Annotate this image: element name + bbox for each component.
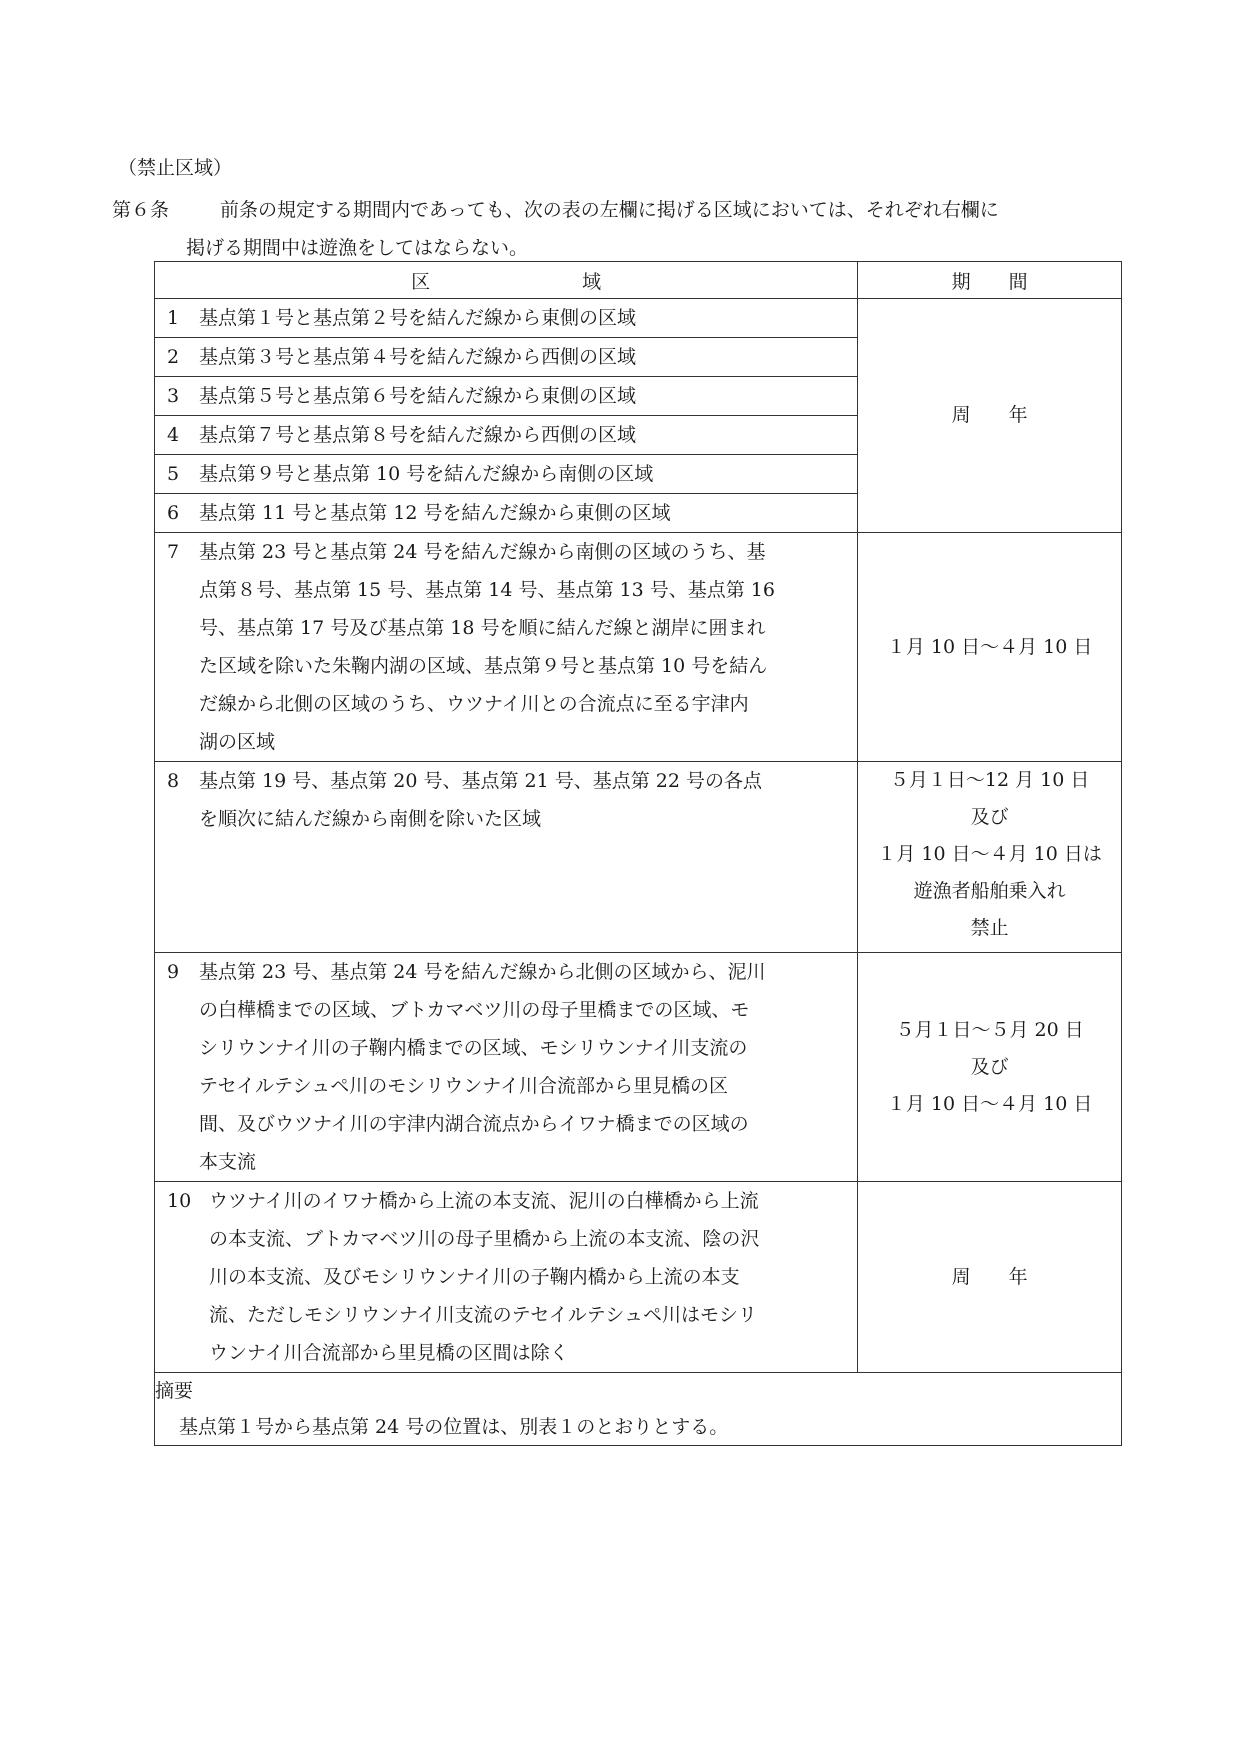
- table-row: [155, 299, 1122, 338]
- row-text-line: の本支流、ブトカマベツ川の母子里橋から上流の本支流、陰の沢: [209, 1228, 760, 1250]
- summary-body: 基点第１号から基点第 24 号の位置は、別表１のとおりとする。: [179, 1416, 729, 1438]
- row-text-line: 基点第 23 号と基点第 24 号を結んだ線から南側の区域のうち、基: [199, 541, 766, 563]
- period-line: ５月１日～12 月 10 日: [889, 769, 1090, 791]
- row-number: 9: [167, 961, 180, 983]
- row-number: 2: [167, 346, 180, 368]
- row-number: 1: [167, 307, 180, 329]
- row-text-line: 間、及びウツナイ川の宇津内湖合流点からイワナ橋までの区域の: [199, 1113, 749, 1135]
- period-row-10: 周 年: [858, 1182, 1122, 1373]
- row-text-line: 湖の区域: [199, 731, 276, 753]
- row-text-line: た区域を除いた朱鞠内湖の区域、基点第９号と基点第 10 号を結ん: [199, 655, 768, 677]
- period-row-9: [858, 953, 1122, 1182]
- row-text-line: だ線から北側の区域のうち、ウツナイ川との合流点に至る宇津内: [199, 693, 749, 715]
- row-number: 5: [167, 463, 180, 485]
- row-number: 4: [167, 424, 180, 446]
- article-text-line-1: 前条の規定する期間内であっても、次の表の左欄に掲げる区域においては、それぞれ右欄に: [220, 199, 999, 221]
- period-line: 及び: [970, 806, 1009, 828]
- period-line: １月 10 日～４月 10 日: [886, 1092, 1093, 1115]
- row-text-line: ウツナイ川のイワナ橋から上流の本支流、泥川の白樺橋から上流: [209, 1190, 759, 1212]
- table-row: [155, 533, 1122, 762]
- article-text-line-2: 掲げる期間中は遊漁をしてはならない。: [186, 237, 529, 259]
- period-row-7: １月 10 日～４月 10 日: [858, 533, 1122, 762]
- row-number: 7: [167, 541, 180, 563]
- table-row: [155, 1182, 1122, 1373]
- row-text: 基点第３号と基点第４号を結んだ線から西側の区域: [199, 346, 637, 368]
- period-row-8: [858, 762, 1122, 953]
- period-line: 及び: [970, 1055, 1009, 1078]
- row-text-line: 本支流: [199, 1151, 257, 1173]
- table-row: [155, 953, 1122, 1182]
- row-text-line: 川の本支流、及びモシリウンナイ川の子鞠内橋から上流の本支: [209, 1266, 740, 1288]
- row-text-line: 号、基点第 17 号及び基点第 18 号を順に結んだ線と湖岸に囲まれ: [199, 617, 766, 639]
- row-text-line: 基点第 23 号、基点第 24 号を結んだ線から北側の区域から、泥川: [199, 961, 766, 983]
- row-text: 基点第９号と基点第 10 号を結んだ線から南側の区域: [199, 463, 654, 485]
- article-number: 第６条: [112, 199, 170, 221]
- summary-title: 摘要: [155, 1380, 194, 1402]
- prohibited-areas-table: [154, 261, 1122, 1446]
- row-text: 基点第７号と基点第８号を結んだ線から西側の区域: [199, 424, 637, 446]
- row-text: 基点第１号と基点第２号を結んだ線から東側の区域: [199, 307, 637, 329]
- period-line: ５月１日～５月 20 日: [895, 1018, 1084, 1041]
- row-text: 基点第 11 号と基点第 12 号を結んだ線から東側の区域: [199, 502, 671, 524]
- row-text: 基点第５号と基点第６号を結んだ線から東側の区域: [199, 385, 637, 407]
- row-text-line: シリウンナイ川の子鞠内橋までの区域、モシリウンナイ川支流の: [199, 1037, 748, 1059]
- row-text-line: 点第８号、基点第 15 号、基点第 14 号、基点第 13 号、基点第 16: [199, 579, 775, 601]
- period-year-round: 周 年: [858, 299, 1122, 533]
- row-text-line: ウンナイ川合流部から里見橋の区間は除く: [209, 1342, 569, 1364]
- row-text-line: を順次に結んだ線から南側を除いた区域: [199, 808, 542, 830]
- table-header-row: [155, 262, 1122, 299]
- row-text-line: 流、ただしモシリウンナイ川支流のテセイルテシュペ川はモシリ: [209, 1304, 757, 1326]
- row-number: 3: [167, 385, 180, 407]
- table-row: [155, 762, 1122, 953]
- summary-row: [155, 1373, 1122, 1446]
- row-text-line: テセイルテシュペ川のモシリウンナイ川合流部から里見橋の区: [199, 1075, 728, 1097]
- period-line: １月 10 日～４月 10 日は: [877, 843, 1102, 865]
- section-heading: （禁止区域）: [118, 157, 233, 179]
- row-number: 8: [167, 770, 180, 792]
- row-text-line: の白樺橋までの区域、ブトカマベツ川の母子里橋までの区域、モ: [199, 999, 750, 1021]
- period-line: 禁止: [970, 917, 1009, 939]
- period-line: 遊漁者船舶乗入れ: [913, 880, 1066, 902]
- header-period: 期 間: [858, 262, 1122, 299]
- row-number: 6: [167, 502, 180, 524]
- header-area: 区 域: [155, 262, 858, 299]
- row-number: 10: [167, 1190, 192, 1212]
- row-text-line: 基点第 19 号、基点第 20 号、基点第 21 号、基点第 22 号の各点: [199, 770, 763, 792]
